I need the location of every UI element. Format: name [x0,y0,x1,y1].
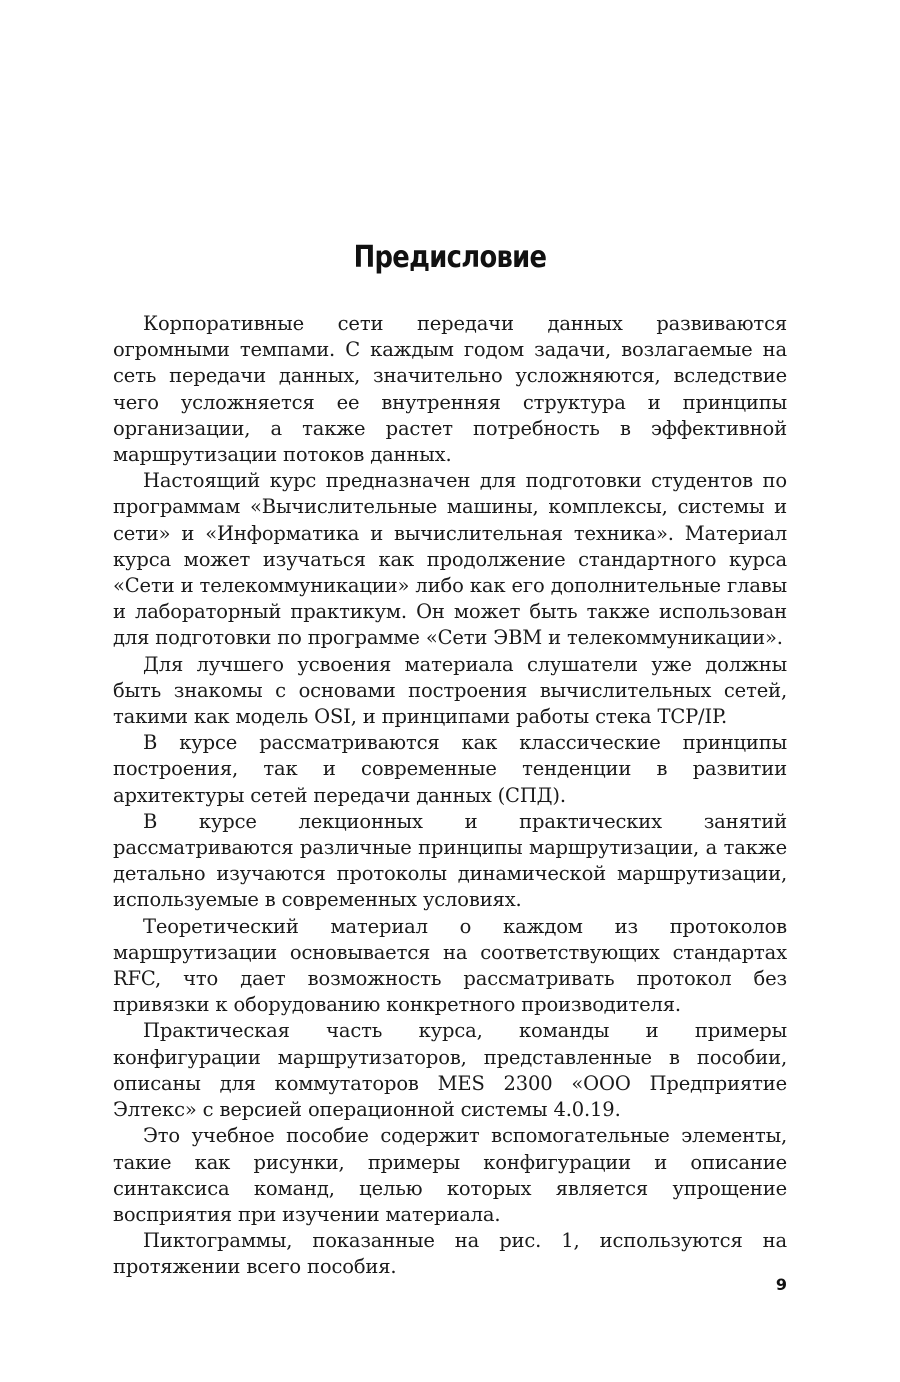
paragraph: Это учебное пособие содержит вспомогательные элементы, такие как рисунки, примеры конфигурации и описание синтаксиса команд, целью которых является упрощение восприятия при изучении материала. [113,1124,787,1226]
paragraph: Для лучшего усвоения материала слушатели уже должны быть знакомы с основами построения вычислительных сетей, такими как модель OSI, и принципами работы стека TCP/IP. [113,652,787,729]
page-number: 9 [775,1275,787,1294]
paragraph: В курсе рассматриваются как классические принципы построения, так и современные тенденции в развитии архитектуры сетей передачи данных (СПД). [113,731,787,807]
chapter-title: Предисловие [353,240,547,275]
paragraph: Корпоративные сети передачи данных развиваются огромными темпами. С каждым годом задачи, возлагаемые на сеть передачи данных, значительно усложняются, вследствие чего усложняется ее внутренняя структура и принципы организации, а также растет потребность в эффективной маршрутизации потоков данных. [113,312,787,467]
paragraph: Настоящий курс предназначен для подготовки студентов по программам «Вычислительные машины, комплексы, системы и сети» и «Информатика и вычислительная техника». Материал курса может изучаться как продолжение стандартного курса «Сети и телекоммуникации» либо как его дополнительные главы и лабораторный практикум. Он может быть также использован для подготовки по программе «Сети ЭВМ и телекоммуникации». [113,469,787,650]
paragraph: Теоретический материал о каждом из протоколов маршрутизации основывается на соответствующих стандартах RFC, что дает возможность рассматривать протокол без привязки к оборудованию конкретного производителя. [113,914,787,1017]
paragraph: В курсе лекционных и практических занятий рассматриваются различные принципы маршрутизации, а также детально изучаются протоколы динамической маршрутизации, используемые в современных условиях. [113,809,787,912]
paragraph: Пиктограммы, показанные на рис. 1, используются на протяжении всего пособия. [113,1229,787,1279]
paragraph: Практическая часть курса, команды и примеры конфигурации маршрутизаторов, представленные в пособии, описаны для коммутаторов MES 2300 «ООО Предприятие Элтекс» с версией операционной системы 4.0.19. [113,1019,787,1122]
body-text [113,311,787,1281]
